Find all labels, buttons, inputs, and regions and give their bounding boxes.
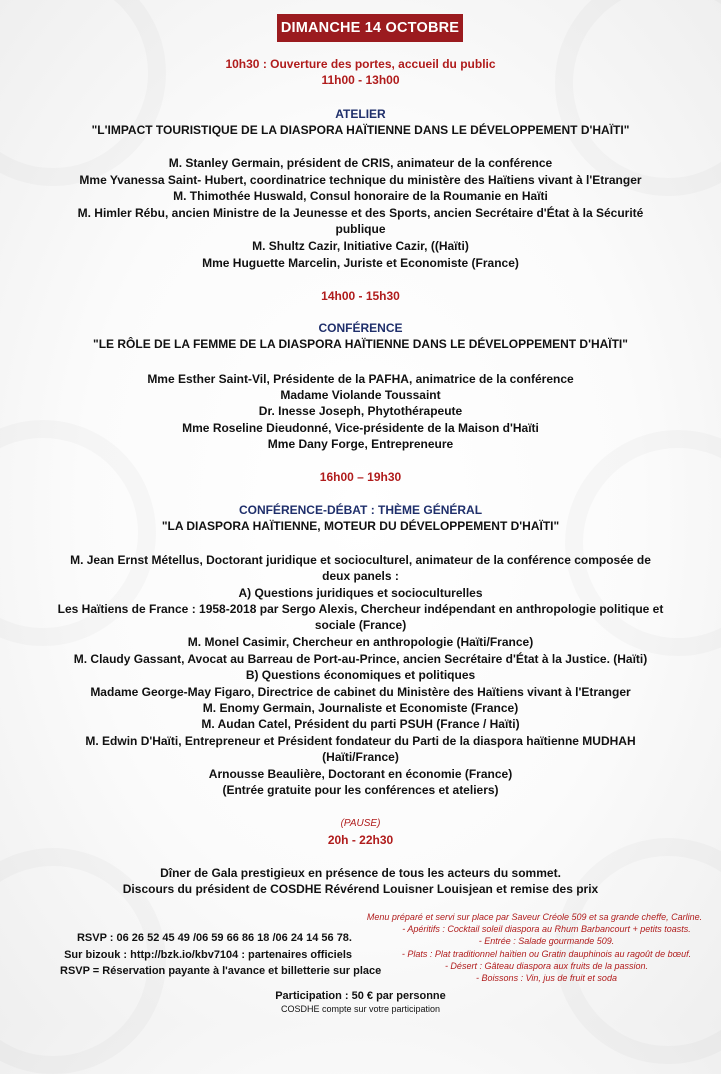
day-banner: DIMANCHE 14 OCTOBRE	[277, 14, 463, 42]
session2-time: 14h00 - 15h30	[321, 289, 400, 303]
speaker-line: Madame Violande Toussaint	[280, 388, 441, 402]
session3-line: Arnousse Beaulière, Doctorant en économie (France)	[208, 767, 513, 781]
session1-title: "L'IMPACT TOURISTIQUE DE LA DIASPORA HAÏTIENNE DANS LE DÉVELOPPEMENT D'HAÏTI"	[91, 123, 630, 137]
free-entry-note: (Entrée gratuite pour les conférences et ateliers)	[222, 783, 499, 797]
pause-label: (PAUSE)	[340, 818, 381, 829]
rsvp-note: RSVP = Réservation payante à l'avance et billetterie sur place	[60, 965, 382, 977]
session1-type: ATELIER	[335, 107, 386, 121]
menu-item: - Plats : Plat traditionnel haïtien ou Gratin dauphinois au ragoût de bœuf.	[401, 948, 692, 959]
speaker-line: M. Thimothée Huswald, Consul honoraire de la Roumanie en Haïti	[173, 189, 548, 203]
session3-line: M. Monel Casimir, Chercheur en anthropologie (Haïti/France)	[187, 635, 534, 649]
speaker-line: Dr. Inesse Joseph, Phytothérapeute	[258, 404, 463, 418]
session3-line: M. Claudy Gassant, Avocat au Barreau de Port-au-Prince, ancien Secrétaire d'État à la Justice. (Haïti)	[73, 652, 648, 666]
rsvp-link: Sur bizouk : http://bzk.io/kbv7104 : partenaires officiels	[64, 949, 352, 961]
menu-item: - Entrée : Salade gourmande 509.	[478, 936, 615, 947]
session3-line: M. Edwin D'Haïti, Entrepreneur et Président fondateur du Parti de la diaspora haïtienne MUDHAH	[85, 734, 636, 748]
speaker-line: Mme Roseline Dieudonné, Vice-présidente de la Maison d'Haïti	[182, 421, 539, 435]
speaker-line: Mme Huguette Marcelin, Juriste et Economiste (France)	[202, 256, 519, 270]
session3-line: (Haïti/France)	[322, 750, 399, 764]
session2-title: "LE RÔLE DE LA FEMME DE LA DIASPORA HAÏTIENNE DANS LE DÉVELOPPEMENT D'HAÏTI"	[93, 337, 628, 351]
session3-line: M. Audan Catel, Président du parti PSUH (France / Haïti)	[201, 717, 520, 731]
session1-time: 11h00 - 13h00	[321, 73, 400, 87]
participation-price: Participation : 50 € par personne	[275, 990, 446, 1002]
session3-line: Les Haïtiens de France : 1958-2018 par Sergo Alexis, Chercheur indépendant en anthropologie politique et	[57, 602, 664, 616]
panel-heading: A) Questions juridiques et socioculturelles	[238, 586, 483, 600]
gala-time: 20h - 22h30	[327, 833, 394, 847]
session2-type: CONFÉRENCE	[318, 321, 403, 335]
speaker-line: Mme Yvanessa Saint- Hubert, coordinatrice technique du ministère des Haïtiens vivant à l'Etranger	[79, 173, 642, 187]
speaker-line: M. Himler Rébu, ancien Ministre de la Jeunesse et des Sports, ancien Secrétaire d'État à la Sécurité	[77, 206, 644, 220]
speaker-line: Mme Dany Forge, Entrepreneure	[267, 437, 454, 451]
speaker-line: publique	[335, 222, 386, 236]
session3-type: CONFÉRENCE-DÉBAT : THÈME GÉNÉRAL	[238, 503, 483, 517]
panel-heading: B) Questions économiques et politiques	[245, 668, 476, 682]
menu-item: - Apéritifs : Cocktail soleil diaspora au Rhum Barbancourt + petits toasts.	[402, 924, 691, 935]
speaker-line: Mme Esther Saint-Vil, Présidente de la PAFHA, animatrice de la conférence	[147, 372, 574, 386]
gala-line: Dîner de Gala prestigieux en présence de tous les acteurs du sommet.	[160, 866, 561, 880]
opening-text: 10h30 : Ouverture des portes, accueil du public	[225, 57, 496, 71]
speaker-line: M. Stanley Germain, président de CRIS, animateur de la conférence	[168, 156, 553, 170]
gala-menu	[362, 911, 707, 984]
session3-line: sociale (France)	[314, 618, 407, 632]
participation-note: COSDHE compte sur votre participation	[280, 1004, 441, 1014]
session3-time: 16h00 – 19h30	[319, 470, 402, 484]
menu-item: - Boissons : Vin, jus de fruit et soda	[476, 973, 617, 984]
session3-line: M. Jean Ernst Métellus, Doctorant juridique et socioculturel, animateur de la conférence composée de	[70, 553, 651, 567]
menu-item: - Désert : Gâteau diaspora aux fruits de la passion.	[444, 960, 649, 971]
rsvp-phones: RSVP : 06 26 52 45 49 /06 59 66 86 18 /06 24 14 56 78.	[76, 932, 352, 944]
menu-title: Menu préparé et servi sur place par Saveur Créole 509 et sa grande cheffe, Carline.	[366, 912, 703, 922]
session3-line: M. Enomy Germain, Journaliste et Economiste (France)	[202, 701, 519, 715]
session3-line: deux panels :	[322, 569, 399, 583]
gala-line: Discours du président de COSDHE Révérend Louisner Louisjean et remise des prix	[122, 882, 599, 896]
speaker-line: M. Shultz Cazir, Initiative Cazir, ((Haïti)	[252, 239, 469, 253]
session3-title: "LA DIASPORA HAÏTIENNE, MOTEUR DU DÉVELOPPEMENT D'HAÏTI"	[161, 519, 560, 533]
session3-line: Madame George-May Figaro, Directrice de cabinet du Ministère des Haïtiens vivant à l'Etranger	[90, 685, 631, 699]
